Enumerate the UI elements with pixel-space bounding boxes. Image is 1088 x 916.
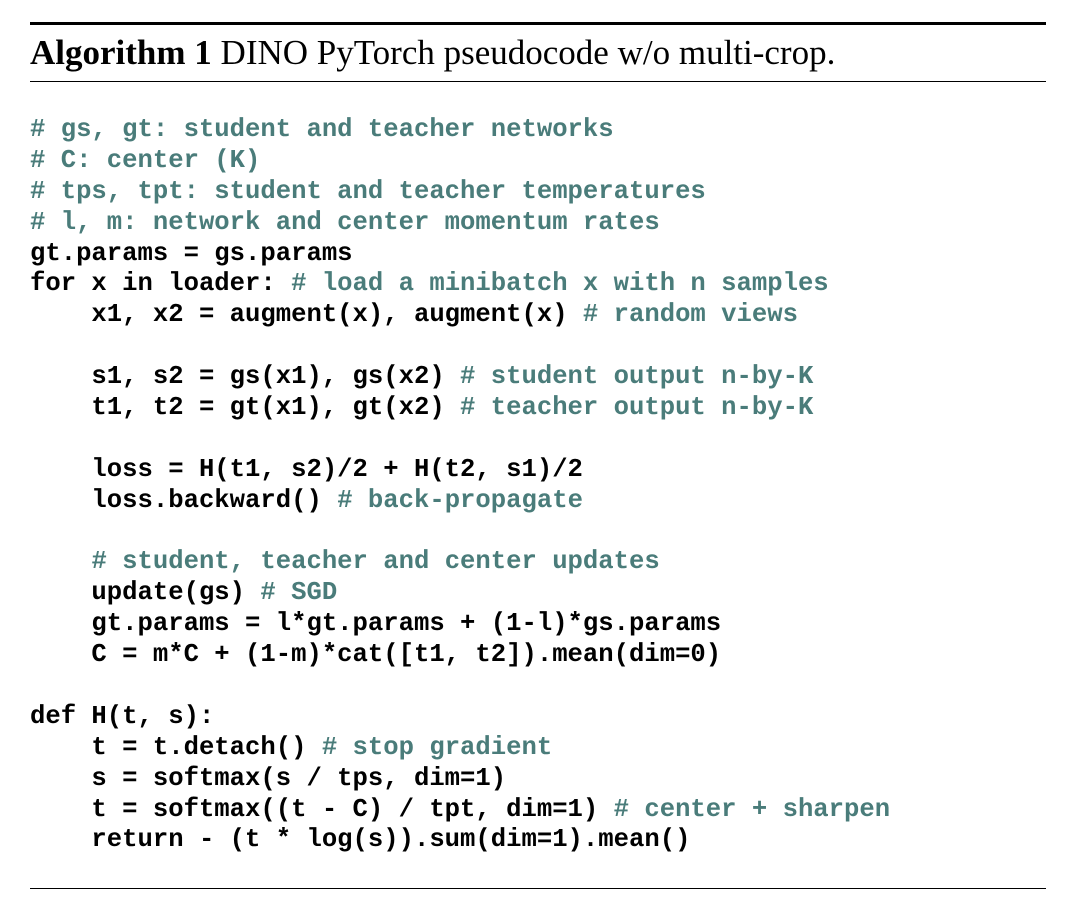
code-text: x1, x2 = augment(x), augment(x) [30, 300, 583, 330]
code-line [30, 115, 1046, 146]
code-line [30, 331, 1046, 362]
code-comment: # teacher output n-by-K [460, 393, 814, 423]
code-line [30, 146, 1046, 177]
code-line [30, 609, 1046, 640]
code-text: loss = H(t1, s2)/2 + H(t2, s1)/2 [30, 454, 583, 484]
code-comment: # stop gradient [321, 732, 553, 762]
code-line [30, 517, 1046, 548]
code-line [30, 424, 1046, 455]
code-text: gt.params = gs.params [30, 238, 353, 268]
code-line [30, 393, 1046, 424]
code-comment: # SGD [260, 578, 338, 608]
code-line [30, 640, 1046, 671]
code-comment: # student, teacher and center updates [91, 547, 660, 577]
code-text: loss.backward() [30, 485, 338, 515]
code-line [30, 764, 1046, 795]
code-text: for x in loader: [30, 269, 292, 299]
code-line [30, 300, 1046, 331]
code-comment: # student output n-by-K [460, 362, 814, 392]
code-comment: # center + sharpen [613, 794, 891, 824]
code-listing [30, 115, 1046, 856]
code-line [30, 578, 1046, 609]
code-line [30, 547, 1046, 578]
algorithm-caption [30, 25, 1046, 81]
code-line [30, 733, 1046, 764]
code-comment: # tps, tpt: student and teacher temperatures [30, 176, 706, 206]
code-line [30, 486, 1046, 517]
code-text: t = t.detach() [30, 732, 322, 762]
code-comment: # random views [582, 300, 798, 330]
caption-title: DINO PyTorch pseudocode w/o multi-crop. [220, 33, 836, 72]
code-text: update(gs) [30, 578, 261, 608]
code-line [30, 362, 1046, 393]
code-comment: # l, m: network and center momentum rates [30, 207, 660, 237]
code-line [30, 177, 1046, 208]
code-text: t = softmax((t - C) / tpt, dim=1) [30, 794, 614, 824]
code-text: return - (t * log(s)).sum(dim=1).mean() [30, 825, 691, 855]
algorithm-block [30, 22, 1046, 856]
code-text: C = m*C + (1-m)*cat([t1, t2]).mean(dim=0) [30, 640, 722, 670]
code-text [30, 547, 91, 576]
code-text: t1, t2 = gt(x1), gt(x2) [30, 393, 461, 423]
bottom-rule [30, 888, 1046, 889]
code-line [30, 671, 1046, 702]
code-text: s1, s2 = gs(x1), gs(x2) [30, 362, 461, 392]
code-line [30, 825, 1046, 856]
code-line [30, 208, 1046, 239]
code-comment: # load a minibatch x with n samples [291, 269, 829, 299]
caption-rule [30, 81, 1046, 82]
caption-label: Algorithm 1 [30, 33, 212, 72]
code-text: gt.params = l*gt.params + (1-l)*gs.params [30, 609, 722, 639]
code-line [30, 269, 1046, 300]
code-line [30, 239, 1046, 270]
code-comment: # C: center (K) [30, 145, 261, 175]
code-comment: # gs, gt: student and teacher networks [30, 115, 614, 144]
code-text: s = softmax(s / tps, dim=1) [30, 763, 507, 793]
code-text: def H(t, s): [30, 701, 215, 731]
code-line [30, 795, 1046, 826]
code-comment: # back-propagate [337, 485, 583, 515]
code-line [30, 455, 1046, 486]
code-line [30, 702, 1046, 733]
